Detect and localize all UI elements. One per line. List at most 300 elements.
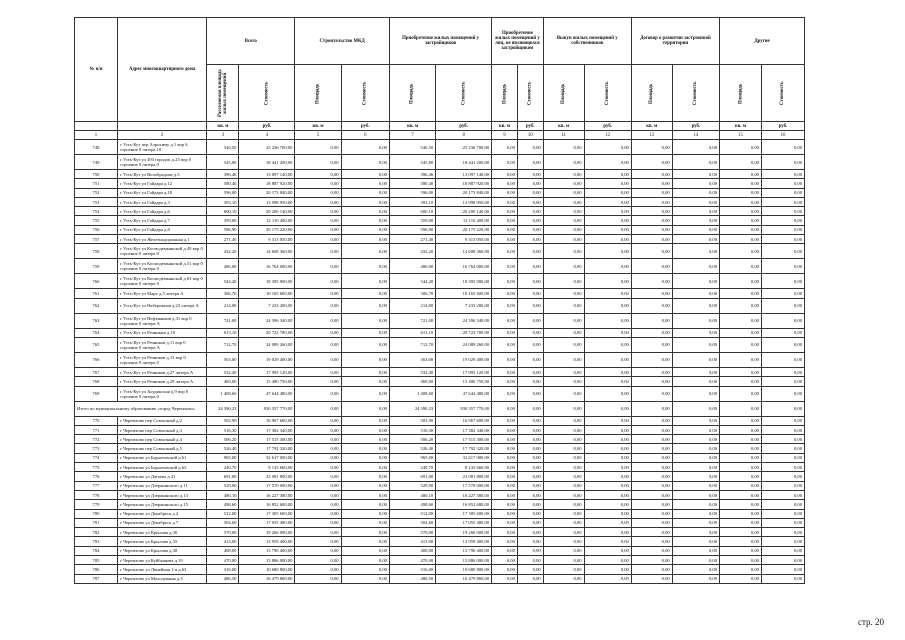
area-cell: 0,00 bbox=[295, 298, 341, 313]
cost-cell: 0,00 bbox=[761, 481, 804, 490]
area-cell: 0,00 bbox=[720, 386, 762, 401]
table-row bbox=[75, 386, 805, 401]
area-cell: 0,00 bbox=[720, 500, 762, 509]
cost-cell: 0,00 bbox=[341, 453, 389, 462]
table-row bbox=[75, 170, 805, 179]
cost-cell: 0,00 bbox=[341, 207, 389, 216]
area-cell: 0,00 bbox=[295, 453, 341, 462]
cost-cell: 0,00 bbox=[761, 155, 804, 170]
header-resettled-area: Расселяемая площадь жилых помещений bbox=[207, 65, 239, 122]
area-cell: 0,00 bbox=[492, 401, 518, 416]
address-cell: г Усть-Кут ул Набережная д.23 литера А bbox=[118, 298, 207, 313]
table-row bbox=[75, 481, 805, 490]
area-cell: 0,00 bbox=[720, 140, 762, 155]
header-address: Адрес многоквартирного дома bbox=[118, 18, 207, 122]
area-cell: 0,00 bbox=[543, 155, 584, 170]
cost-cell: 17 055 480,00 bbox=[436, 518, 492, 527]
cost-cell: 0,00 bbox=[672, 481, 719, 490]
cost-cell: 0,00 bbox=[517, 401, 543, 416]
table-row bbox=[75, 352, 805, 367]
area-cell: 0,00 bbox=[631, 188, 672, 197]
cost-cell: 17 382 340,00 bbox=[436, 425, 492, 434]
area-cell: 0,00 bbox=[720, 453, 762, 462]
header-row-column-numbers bbox=[75, 131, 805, 140]
cost-cell: 47 644 480,00 bbox=[436, 386, 492, 401]
area-cell: 0,00 bbox=[720, 444, 762, 453]
area-cell: 0,00 bbox=[631, 472, 672, 481]
cost-cell: 0,00 bbox=[584, 425, 631, 434]
cost-cell: 0,00 bbox=[672, 509, 719, 518]
cost-cell: 0,00 bbox=[341, 235, 389, 244]
row-number: 770 bbox=[75, 416, 118, 425]
area-cell: 0,00 bbox=[720, 352, 762, 367]
cost-cell: 0,00 bbox=[584, 179, 631, 188]
area-cell: 0,00 bbox=[295, 472, 341, 481]
table-row bbox=[75, 188, 805, 197]
area-cell: 316,00 bbox=[207, 565, 239, 574]
area-cell: 0,00 bbox=[631, 528, 672, 537]
row-number: 784 bbox=[75, 546, 118, 555]
area-cell: 0,00 bbox=[720, 225, 762, 234]
area-cell: 24 390,23 bbox=[207, 401, 239, 416]
area-cell: 570,00 bbox=[389, 528, 435, 537]
address-cell: г Усть-Кут ул 493 городок д.25 вор 0 строение 0 литера 0 bbox=[118, 155, 207, 170]
area-cell: 502,90 bbox=[389, 416, 435, 425]
area-cell: 486,50 bbox=[389, 574, 435, 583]
area-cell: 0,00 bbox=[295, 401, 341, 416]
cost-cell: 0,00 bbox=[517, 313, 543, 328]
area-cell: 0,00 bbox=[492, 235, 518, 244]
address-cell: г Усть-Кут ул Гайдара д.18 bbox=[118, 188, 207, 197]
cost-cell: 0,00 bbox=[517, 472, 543, 481]
cost-cell: 24 396 340,00 bbox=[239, 313, 295, 328]
row-number: 762 bbox=[75, 298, 118, 313]
cost-cell: 0,00 bbox=[672, 490, 719, 499]
cost-cell: 0,00 bbox=[761, 298, 804, 313]
table-row bbox=[75, 500, 805, 509]
cost-cell: 23 081 800,00 bbox=[436, 472, 492, 481]
area-cell: 0,00 bbox=[295, 170, 341, 179]
cost-cell: 0,00 bbox=[761, 518, 804, 527]
row-number: 776 bbox=[75, 472, 118, 481]
area-cell: 0,00 bbox=[492, 188, 518, 197]
cost-cell: 16 479 860,00 bbox=[436, 574, 492, 583]
area-cell: 0,00 bbox=[543, 518, 584, 527]
unit-m2: кв. м bbox=[631, 122, 672, 131]
header-group-developer-purchase: Приобретение жилых помещений у застройщиков bbox=[389, 18, 491, 65]
area-cell: 0,00 bbox=[492, 500, 518, 509]
cost-cell: 0,00 bbox=[584, 528, 631, 537]
area-cell: 0,00 bbox=[631, 352, 672, 367]
area-cell: 0,00 bbox=[631, 235, 672, 244]
cost-cell: 0,00 bbox=[517, 546, 543, 555]
area-cell: 0,00 bbox=[543, 453, 584, 462]
area-cell: 0,00 bbox=[492, 537, 518, 546]
area-cell: 532,40 bbox=[207, 367, 239, 376]
cost-cell: 0,00 bbox=[672, 225, 719, 234]
address-cell: г Черемхово ул Куйбышева д.19 bbox=[118, 556, 207, 565]
address-cell: г Черемхово ул Дагаева д.41 bbox=[118, 472, 207, 481]
address-cell: г Усть-Кут ул Космодемьянской д.49 вор 0 строение 0 литера 0 bbox=[118, 244, 207, 259]
cost-cell: 0,00 bbox=[672, 155, 719, 170]
area-cell: 1 408,60 bbox=[389, 386, 435, 401]
area-cell: 0,00 bbox=[295, 289, 341, 298]
cost-cell: 0,00 bbox=[672, 537, 719, 546]
row-number: 749 bbox=[75, 155, 118, 170]
cost-cell: 0,00 bbox=[341, 463, 389, 472]
area-cell: 0,00 bbox=[543, 509, 584, 518]
area-cell: 0,00 bbox=[295, 235, 341, 244]
cost-cell: 0,00 bbox=[672, 289, 719, 298]
area-cell: 413,00 bbox=[389, 537, 435, 546]
cost-cell: 0,00 bbox=[672, 352, 719, 367]
area-cell: 0,00 bbox=[720, 328, 762, 337]
cost-cell: 0,00 bbox=[584, 274, 631, 289]
area-cell: 580,40 bbox=[389, 179, 435, 188]
row-number: 781 bbox=[75, 518, 118, 527]
area-cell: 480,10 bbox=[207, 490, 239, 499]
table-row bbox=[75, 197, 805, 206]
area-cell: 0,00 bbox=[295, 352, 341, 367]
table-row bbox=[75, 453, 805, 462]
area-cell: 0,00 bbox=[492, 367, 518, 376]
area-cell: 0,00 bbox=[631, 435, 672, 444]
cost-cell: 0,00 bbox=[761, 425, 804, 434]
cost-cell: 0,00 bbox=[584, 490, 631, 499]
address-cell: г Черемхово пер Совхозный д.3 bbox=[118, 425, 207, 434]
cost-cell: 0,00 bbox=[584, 337, 631, 352]
area-cell: 0,00 bbox=[543, 377, 584, 386]
header-group-buyout: Выкуп жилых помещений у собственников bbox=[543, 18, 631, 65]
row-number: 778 bbox=[75, 490, 118, 499]
area-cell: 596,00 bbox=[389, 188, 435, 197]
row-number: 771 bbox=[75, 425, 118, 434]
cost-cell: 0,00 bbox=[761, 574, 804, 583]
row-number: 748 bbox=[75, 140, 118, 155]
address-cell: г Усть-Кут ул Железнодорожная д.1 bbox=[118, 235, 207, 244]
area-cell: 486,00 bbox=[207, 259, 239, 274]
cost-cell: 9 313 050,00 bbox=[436, 235, 492, 244]
cost-cell: 10 165 600,00 bbox=[436, 289, 492, 298]
area-cell: 0,00 bbox=[543, 546, 584, 555]
cost-cell: 0,00 bbox=[584, 463, 631, 472]
area-cell: 0,00 bbox=[720, 463, 762, 472]
area-cell: 613,10 bbox=[207, 328, 239, 337]
area-cell: 0,00 bbox=[631, 546, 672, 555]
area-cell: 408,00 bbox=[389, 546, 435, 555]
cost-cell: 0,00 bbox=[584, 574, 631, 583]
area-cell: 0,00 bbox=[543, 225, 584, 234]
cost-cell: 0,00 bbox=[584, 386, 631, 401]
address-cell: г Усть-Кут ул Космодемьянской д.51 вор 0 строение 0 литера 0 bbox=[118, 259, 207, 274]
header-cost: Стоимость bbox=[341, 65, 389, 122]
header-row-units bbox=[75, 122, 805, 131]
area-cell: 0,00 bbox=[543, 140, 584, 155]
area-cell: 0,00 bbox=[543, 289, 584, 298]
header-cost: Стоимость bbox=[761, 65, 804, 122]
area-cell: 0,00 bbox=[492, 207, 518, 216]
cost-cell: 0,00 bbox=[761, 528, 804, 537]
cost-cell: 0,00 bbox=[341, 546, 389, 555]
cost-cell: 10 680 800,00 bbox=[436, 565, 492, 574]
address-cell: г Черемхово ул Дзержинского д.13 bbox=[118, 490, 207, 499]
cost-cell: 0,00 bbox=[584, 197, 631, 206]
cost-cell: 0,00 bbox=[341, 188, 389, 197]
cost-cell: 0,00 bbox=[672, 298, 719, 313]
cost-cell: 0,00 bbox=[672, 170, 719, 179]
cost-cell: 0,00 bbox=[584, 444, 631, 453]
column-number: 2 bbox=[118, 131, 207, 140]
cost-cell: 20 722 780,00 bbox=[436, 328, 492, 337]
row-number: 767 bbox=[75, 367, 118, 376]
column-number: 5 bbox=[295, 131, 341, 140]
cost-cell: 0,00 bbox=[761, 225, 804, 234]
cost-cell: 20 173 840,00 bbox=[239, 188, 295, 197]
address-cell: г Черемхово ул Декабрьск д.7 bbox=[118, 518, 207, 527]
cost-cell: 0,00 bbox=[341, 225, 389, 234]
area-cell: 240,70 bbox=[207, 463, 239, 472]
cost-cell: 13 998 950,00 bbox=[436, 197, 492, 206]
area-cell: 0,00 bbox=[492, 518, 518, 527]
address-cell: г Черемхово ул Крылова д.35 bbox=[118, 537, 207, 546]
cost-cell: 0,00 bbox=[584, 352, 631, 367]
row-number: 769 bbox=[75, 386, 118, 401]
address-cell: г Черемхово пер Совхозный д.5 bbox=[118, 444, 207, 453]
cost-cell: 17 792 320,00 bbox=[239, 444, 295, 453]
area-cell: 0,00 bbox=[492, 259, 518, 274]
area-cell: 316,00 bbox=[389, 565, 435, 574]
cost-cell: 7 233 200,00 bbox=[436, 298, 492, 313]
area-cell: 0,00 bbox=[295, 416, 341, 425]
cost-cell: 0,00 bbox=[584, 401, 631, 416]
area-cell: 600,10 bbox=[389, 207, 435, 216]
area-cell: 596,90 bbox=[207, 225, 239, 234]
area-cell: 0,00 bbox=[492, 416, 518, 425]
area-cell: 0,00 bbox=[720, 216, 762, 225]
table-row bbox=[75, 574, 805, 583]
units-no bbox=[75, 122, 118, 131]
cost-cell: 8 135 660,00 bbox=[239, 463, 295, 472]
area-cell: 529,00 bbox=[207, 481, 239, 490]
area-cell: 214,00 bbox=[389, 298, 435, 313]
cost-cell: 0,00 bbox=[672, 565, 719, 574]
cost-cell: 0,00 bbox=[517, 298, 543, 313]
row-number: 754 bbox=[75, 207, 118, 216]
area-cell: 0,00 bbox=[631, 207, 672, 216]
area-cell: 0,00 bbox=[543, 386, 584, 401]
header-row-groups bbox=[75, 18, 805, 65]
cost-cell: 0,00 bbox=[341, 274, 389, 289]
cost-cell: 19 029 400,00 bbox=[436, 352, 492, 367]
cost-cell: 0,00 bbox=[672, 179, 719, 188]
area-cell: 545,80 bbox=[207, 155, 239, 170]
area-cell: 0,00 bbox=[295, 367, 341, 376]
area-cell: 432,20 bbox=[207, 244, 239, 259]
table-row bbox=[75, 546, 805, 555]
table-row bbox=[75, 537, 805, 546]
area-cell: 0,00 bbox=[631, 416, 672, 425]
table-body bbox=[75, 140, 805, 584]
table-row bbox=[75, 216, 805, 225]
cost-cell: 15 886 000,00 bbox=[239, 556, 295, 565]
cost-cell: 0,00 bbox=[341, 197, 389, 206]
area-cell: 0,00 bbox=[492, 386, 518, 401]
cost-cell: 0,00 bbox=[517, 416, 543, 425]
area-cell: 0,00 bbox=[492, 546, 518, 555]
area-cell: 596,90 bbox=[389, 225, 435, 234]
cost-cell: 0,00 bbox=[517, 259, 543, 274]
area-cell: 0,00 bbox=[543, 274, 584, 289]
cost-cell: 0,00 bbox=[341, 490, 389, 499]
cost-cell: 16 227 380,00 bbox=[239, 490, 295, 499]
area-cell: 0,00 bbox=[543, 337, 584, 352]
cost-cell: 13 959 400,00 bbox=[436, 537, 492, 546]
table-row bbox=[75, 416, 805, 425]
table-row bbox=[75, 225, 805, 234]
area-cell: 0,00 bbox=[720, 518, 762, 527]
cost-cell: 830 357 770,00 bbox=[239, 401, 295, 416]
area-cell: 470,00 bbox=[389, 556, 435, 565]
cost-cell: 0,00 bbox=[517, 518, 543, 527]
table-row bbox=[75, 313, 805, 328]
cost-cell: 0,00 bbox=[517, 235, 543, 244]
area-cell: 0,00 bbox=[720, 207, 762, 216]
cost-cell: 0,00 bbox=[584, 546, 631, 555]
cost-cell: 0,00 bbox=[517, 425, 543, 434]
area-cell: 0,00 bbox=[631, 377, 672, 386]
unit-rub: руб. bbox=[341, 122, 389, 131]
cost-cell: 0,00 bbox=[341, 289, 389, 298]
area-cell: 529,00 bbox=[389, 481, 435, 490]
unit-rub: руб. bbox=[672, 122, 719, 131]
cost-cell: 0,00 bbox=[341, 179, 389, 188]
cost-cell: 15 886 000,00 bbox=[436, 556, 492, 565]
cost-cell: 0,00 bbox=[761, 453, 804, 462]
area-cell: 0,00 bbox=[295, 274, 341, 289]
area-cell: 0,00 bbox=[631, 337, 672, 352]
cost-cell: 0,00 bbox=[761, 377, 804, 386]
area-cell: 0,00 bbox=[720, 401, 762, 416]
cost-cell: 10 680 800,00 bbox=[239, 565, 295, 574]
row-number: 773 bbox=[75, 444, 118, 453]
area-cell: 0,00 bbox=[631, 490, 672, 499]
area-cell: 0,00 bbox=[543, 352, 584, 367]
header-group-nondeveloper-purchase: Приобретение жилых помещений у лиц, не являющихся застройщиком bbox=[492, 18, 544, 65]
cost-cell: 0,00 bbox=[672, 435, 719, 444]
table-row bbox=[75, 425, 805, 434]
area-cell: 0,00 bbox=[720, 170, 762, 179]
area-cell: 24 390,23 bbox=[389, 401, 435, 416]
cost-cell: 0,00 bbox=[341, 565, 389, 574]
address-cell: г Усть-Кут ул Космодемьянской д.63 вор 0 строение 0 литера 0 bbox=[118, 274, 207, 289]
cost-cell: 0,00 bbox=[672, 197, 719, 206]
table-row bbox=[75, 179, 805, 188]
area-cell: 0,00 bbox=[720, 574, 762, 583]
cost-cell: 0,00 bbox=[584, 556, 631, 565]
cost-cell: 0,00 bbox=[761, 472, 804, 481]
cost-cell: 0,00 bbox=[672, 377, 719, 386]
area-cell: 0,00 bbox=[631, 481, 672, 490]
address-cell: г Черемхово ул Линейная 1-я д.63 bbox=[118, 565, 207, 574]
cost-cell: 0,00 bbox=[517, 463, 543, 472]
table-row bbox=[75, 435, 805, 444]
cost-cell: 0,00 bbox=[341, 401, 389, 416]
area-cell: 0,00 bbox=[631, 401, 672, 416]
cost-cell: 17 995 120,00 bbox=[239, 367, 295, 376]
area-cell: 613,10 bbox=[389, 328, 435, 337]
area-cell: 0,00 bbox=[720, 367, 762, 376]
area-cell: 0,00 bbox=[492, 509, 518, 518]
area-cell: 359,00 bbox=[207, 216, 239, 225]
area-cell: 544,20 bbox=[389, 274, 435, 289]
table-row bbox=[75, 377, 805, 386]
cost-cell: 20 173 840,00 bbox=[436, 188, 492, 197]
cost-cell: 0,00 bbox=[341, 244, 389, 259]
cost-cell: 0,00 bbox=[517, 289, 543, 298]
header-cost: Стоимость bbox=[239, 65, 295, 122]
area-cell: 0,00 bbox=[543, 416, 584, 425]
cost-cell: 0,00 bbox=[584, 298, 631, 313]
table-row bbox=[75, 472, 805, 481]
unit-m2: кв. м bbox=[207, 122, 239, 131]
cost-cell: 17 792 320,00 bbox=[436, 444, 492, 453]
area-cell: 0,00 bbox=[295, 259, 341, 274]
row-number: 768 bbox=[75, 377, 118, 386]
area-cell: 504,60 bbox=[207, 518, 239, 527]
row-number: 774 bbox=[75, 453, 118, 462]
area-cell: 0,00 bbox=[720, 235, 762, 244]
cost-cell: 0,00 bbox=[761, 207, 804, 216]
area-cell: 0,00 bbox=[295, 546, 341, 555]
address-cell: г Усть-Кут ул Речников д.29 литера А bbox=[118, 377, 207, 386]
area-cell: 596,00 bbox=[207, 188, 239, 197]
area-cell: 0,00 bbox=[492, 574, 518, 583]
area-cell: 0,00 bbox=[720, 244, 762, 259]
address-cell: г Усть-Кут ул Нефтяников д.31 вор 0 строение 0 литера А bbox=[118, 313, 207, 328]
row-number: 752 bbox=[75, 188, 118, 197]
area-cell: 0,00 bbox=[543, 235, 584, 244]
area-cell: 0,00 bbox=[631, 500, 672, 509]
row-number: 780 bbox=[75, 509, 118, 518]
cost-cell: 25 236 700,00 bbox=[436, 140, 492, 155]
cost-cell: 0,00 bbox=[761, 170, 804, 179]
area-cell: 0,00 bbox=[720, 481, 762, 490]
area-cell: 0,00 bbox=[295, 574, 341, 583]
cost-cell: 17 515 300,00 bbox=[436, 435, 492, 444]
cost-cell: 0,00 bbox=[672, 500, 719, 509]
area-cell: 0,00 bbox=[720, 537, 762, 546]
cost-cell: 12 110 400,00 bbox=[436, 216, 492, 225]
row-number: 755 bbox=[75, 216, 118, 225]
cost-cell: 0,00 bbox=[761, 500, 804, 509]
header-area: Площадь bbox=[492, 65, 518, 122]
area-cell: 498,60 bbox=[207, 500, 239, 509]
area-cell: 0,00 bbox=[631, 289, 672, 298]
cost-cell: 0,00 bbox=[517, 490, 543, 499]
cost-cell: 0,00 bbox=[672, 416, 719, 425]
cost-cell: 0,00 bbox=[761, 401, 804, 416]
row-number: 787 bbox=[75, 574, 118, 583]
area-cell: 393,10 bbox=[389, 197, 435, 206]
row-number: 783 bbox=[75, 537, 118, 546]
row-number: 777 bbox=[75, 481, 118, 490]
area-cell: 0,00 bbox=[631, 367, 672, 376]
address-cell: г Черемхово ул Бархатовской д.61 bbox=[118, 453, 207, 462]
cost-cell: 16 764 000,00 bbox=[436, 259, 492, 274]
area-cell: 470,00 bbox=[207, 556, 239, 565]
area-cell: 306,70 bbox=[207, 289, 239, 298]
area-cell: 0,00 bbox=[492, 463, 518, 472]
